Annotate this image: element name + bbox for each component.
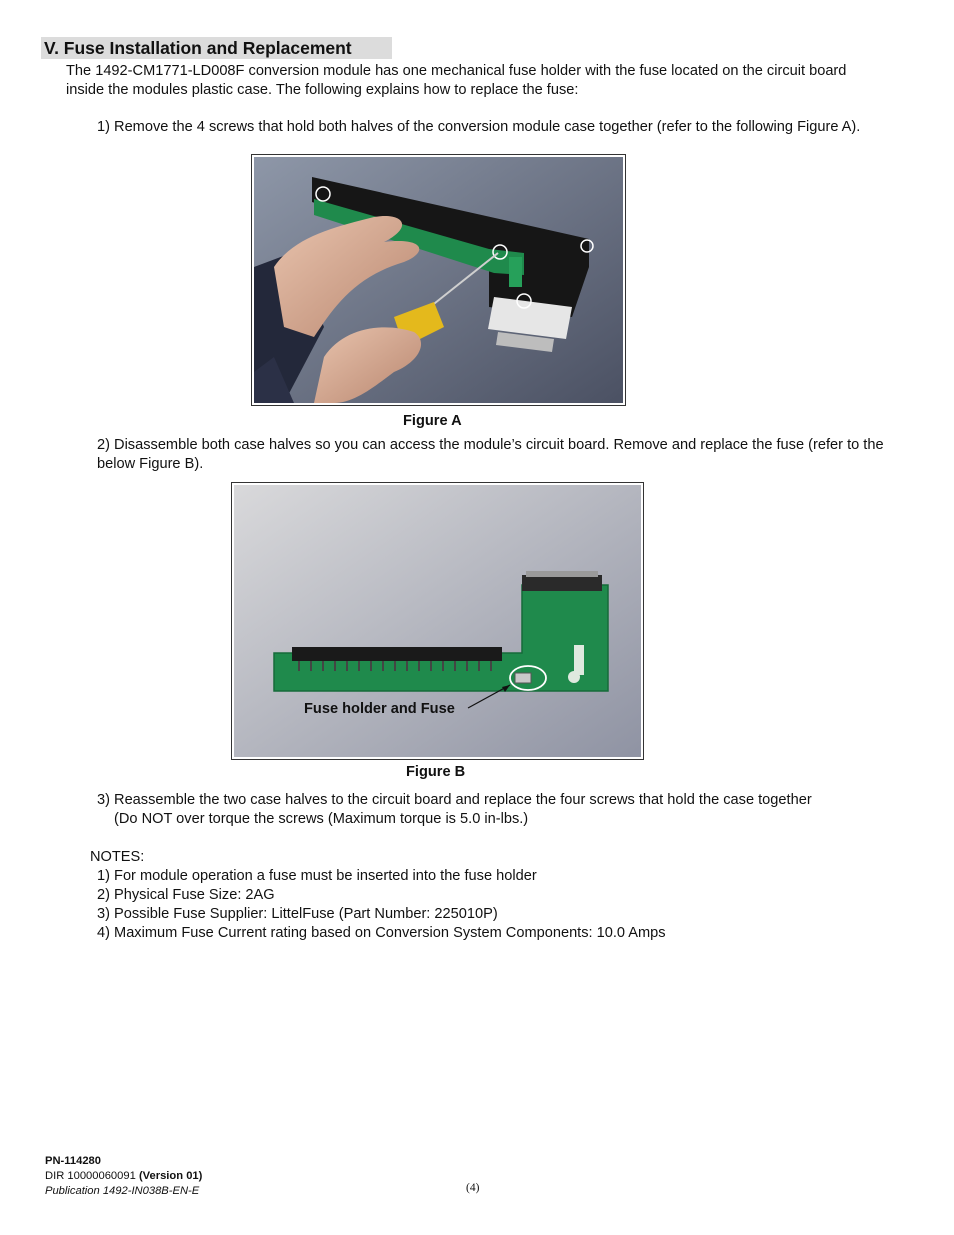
note-item: 2) Physical Fuse Size: 2AG xyxy=(97,887,275,903)
section-title: V. Fuse Installation and Replacement xyxy=(44,38,352,58)
footer xyxy=(45,1154,202,1199)
step-3-line-2: (Do NOT over torque the screws (Maximum torque is 5.0 in-lbs.) xyxy=(114,810,529,827)
note-item: 4) Maximum Fuse Current rating based on Conversion System Components: 10.0 Amps xyxy=(97,925,666,941)
page-number: (4) xyxy=(466,1182,480,1194)
intro-paragraph: The 1492-CM1771-LD008F conversion module has one mechanical fuse holder with the fuse located on the circuit board inside the modules plastic case. The following explains how to replace the fuse: xyxy=(66,63,847,98)
notes-section xyxy=(90,848,666,943)
step-2-text: 2) Disassemble both case halves so you can access the module’s circuit board. Remove and replace the fuse (refer to the below Figure B). xyxy=(97,437,884,472)
note-item: 3) Possible Fuse Supplier: LittelFuse (Part Number: 225010P) xyxy=(97,906,498,922)
figure-a-caption: Figure A xyxy=(403,413,462,429)
note-item: 1) For module operation a fuse must be inserted into the fuse holder xyxy=(97,868,537,884)
figure-a-photo xyxy=(251,154,626,406)
figure-a-illustration xyxy=(254,157,623,403)
dir-line xyxy=(45,1169,202,1184)
step-3-line-1: 3) Reassemble the two case halves to the circuit board and replace the four screws that hold the case together xyxy=(97,792,812,808)
notes-heading: NOTES: xyxy=(90,849,145,865)
step-1-text: 1) Remove the 4 screws that hold both halves of the conversion module case together (refer to the following Figure A). xyxy=(97,119,861,135)
figure-b-caption: Figure B xyxy=(406,764,466,780)
version-label: (Version 01) xyxy=(138,1170,203,1182)
part-number: PN-114280 xyxy=(45,1155,101,1167)
publication-number: Publication 1492-IN038B-EN-E xyxy=(45,1185,200,1197)
fuse-callout-label: Fuse holder and Fuse xyxy=(304,701,455,717)
dir-number: DIR 10000060091 xyxy=(45,1170,136,1182)
figure-b-photo xyxy=(231,482,644,760)
step-3-text xyxy=(97,791,887,828)
figure-b-illustration xyxy=(234,485,641,757)
